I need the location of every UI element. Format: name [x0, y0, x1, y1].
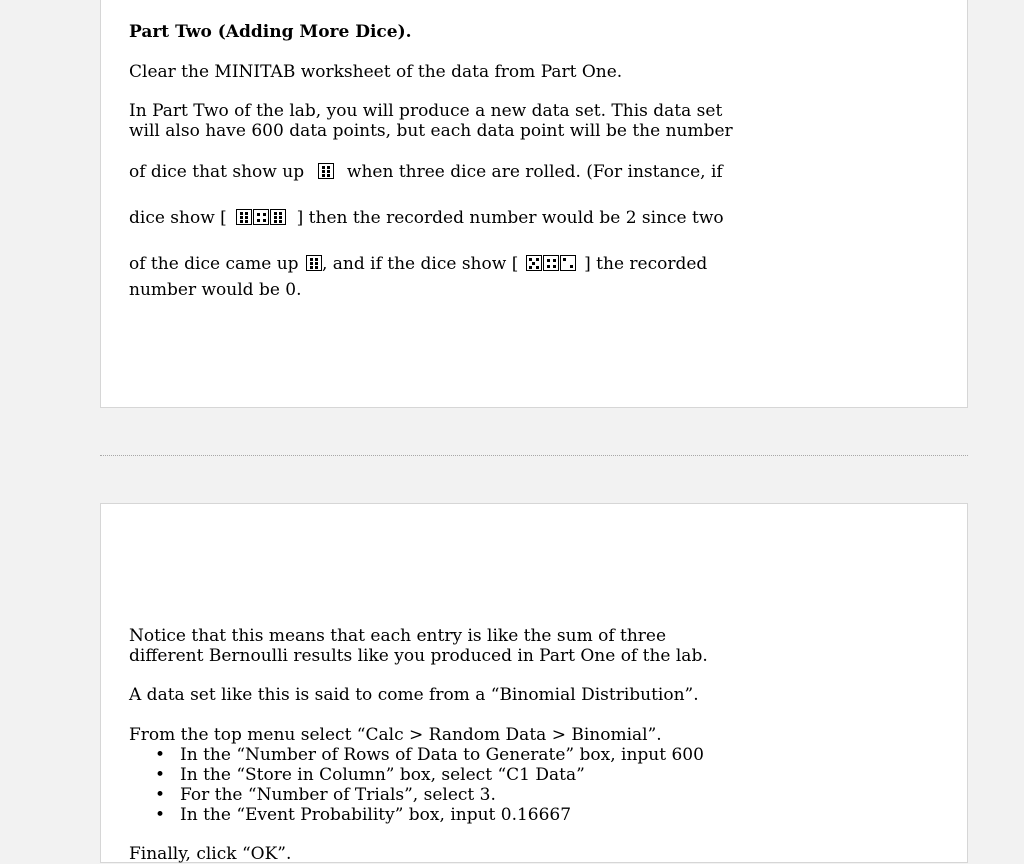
bullet-glyph: • — [155, 805, 166, 825]
list-item — [129, 745, 829, 765]
list-item — [129, 765, 829, 785]
list-item-text: In the “Number of Rows of Data to Generate” box, input 600 — [180, 745, 704, 765]
paragraph-line: different Bernoulli results like you produced in Part One of the lab. — [129, 646, 708, 666]
list-item-text: In the “Store in Column” box, select “C1 Data” — [180, 765, 585, 785]
paragraph-binomial: A data set like this is said to come from a “Binomial Distribution”. — [129, 685, 699, 705]
text-segment: when three dice are rolled. (For instance, if — [346, 162, 723, 182]
dice-roll-example-2 — [526, 254, 577, 274]
die-five-icon — [526, 255, 542, 271]
paragraph-final-click: Finally, click “OK”. — [129, 844, 292, 864]
die-two-icon — [560, 255, 576, 271]
text-segment: of dice that show up — [129, 162, 305, 182]
bullet-glyph: • — [155, 765, 166, 785]
paragraph-menu-instruction: From the top menu select “Calc > Random Data > Binomial”. — [129, 725, 662, 745]
die-four-icon — [543, 255, 559, 271]
paragraph-line-with-die — [129, 162, 723, 182]
paragraph-line: number would be 0. — [129, 280, 302, 300]
bullet-glyph: • — [155, 785, 166, 805]
page-separator — [100, 455, 968, 456]
list-item-text: For the “Number of Trials”, select 3. — [180, 785, 496, 805]
instruction-bullet-list — [129, 745, 829, 825]
die-six-icon — [306, 255, 322, 271]
text-segment: , and if the dice show [ — [321, 254, 519, 274]
paragraph-line: In Part Two of the lab, you will produce a new data set. This data set — [129, 101, 723, 121]
paragraph-line-with-dice — [129, 254, 707, 274]
list-item — [129, 785, 829, 805]
bullet-glyph: • — [155, 745, 166, 765]
text-segment: ] then the recorded number would be 2 since two — [296, 208, 724, 228]
text-segment: ] the recorded — [584, 254, 708, 274]
dice-roll-example-1 — [236, 208, 287, 228]
text-segment: of the dice came up — [129, 254, 299, 274]
paragraph-line: Notice that this means that each entry is like the sum of three — [129, 626, 667, 646]
text-segment: dice show [ — [129, 208, 227, 228]
section-heading: Part Two (Adding More Dice). — [129, 22, 412, 42]
list-item — [129, 805, 829, 825]
die-six-icon — [236, 209, 252, 225]
list-item-text: In the “Event Probability” box, input 0.16667 — [180, 805, 572, 825]
die-six-icon — [318, 163, 334, 179]
die-six-icon — [270, 209, 286, 225]
paragraph-line-with-dice — [129, 208, 724, 228]
paragraph-line: will also have 600 data points, but each data point will be the number — [129, 121, 733, 141]
die-four-icon — [253, 209, 269, 225]
paragraph-clear-worksheet: Clear the MINITAB worksheet of the data from Part One. — [129, 62, 623, 82]
